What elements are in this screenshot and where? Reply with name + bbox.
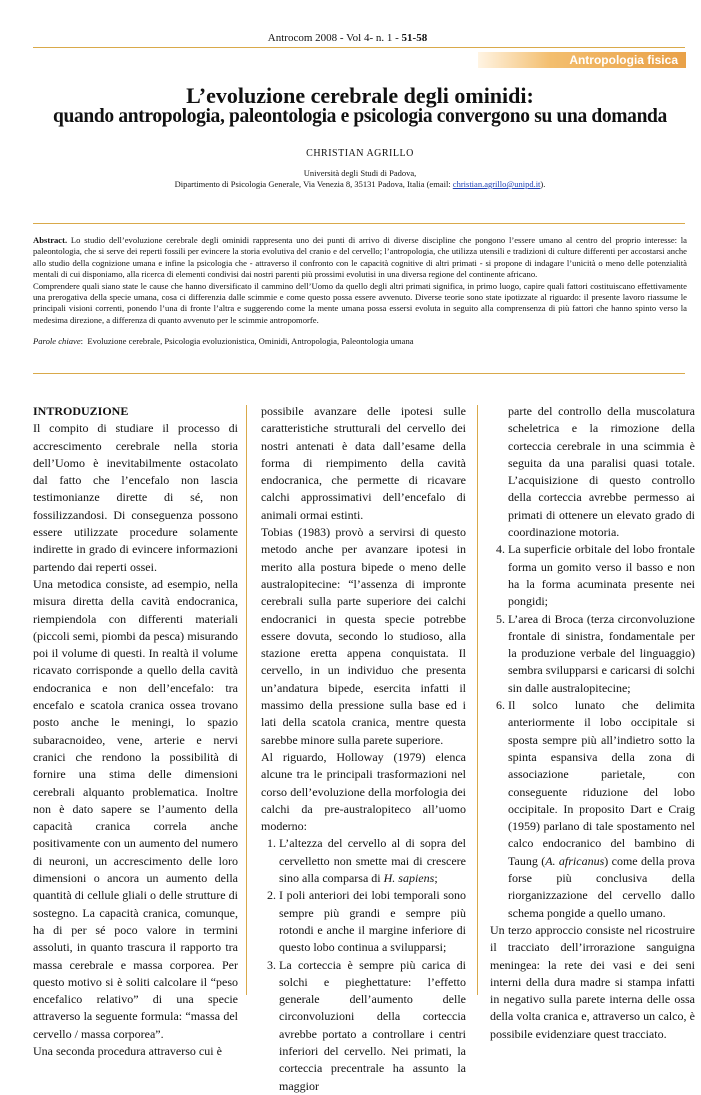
paragraph: parte del controllo della muscolatura scheletrica e la rimozione della corteccia cerebrale in una scimmia è seguita da una paralisi quasi totale. L’acquisizione di questo controllo della corteccia avrebbe permesso ai primati di ottenere un elevato grado di coordinazione motoria. [508, 404, 695, 540]
abstract-text-1: Lo studio dell’evoluzione cerebrale degli ominidi rappresenta uno dei punti di arrivo di diverse discipline che pongono l’essere umano al centro del proprio interesse: la paleontologia, che si serve dei reperti fossili per evincere la storia evolutiva del cranio e del cervello; l’antropologia, che utilizza utensili e tradizioni di culture differenti per accostarsi anche allo studio della cognizione umana e infine la psicologia che - attraverso il confronto con le capacità cognitive di altri primati - si propone di indagare l’unicità o meno delle potenzialità mentali di cui disponiamo, alla ricerca di elementi condivisi dai nostri parenti più prossimi evolutisi in una diversa regione del continente africano. [33, 235, 687, 280]
abstract-paragraph-1 [33, 235, 687, 281]
keywords: Parole chiave: Evoluzione cerebrale, Psicologia evoluzionistica, Ominidi, Antropologia, Paleontologia umana [33, 336, 414, 347]
header-rule [33, 47, 685, 48]
section-heading: INTRODUZIONE [33, 404, 129, 418]
author: CHRISTIAN AGRILLO [306, 148, 414, 159]
email-link[interactable]: christian.agrillo@unipd.it [452, 179, 541, 189]
affiliation-line-1: Università degli Studi di Padova, [303, 168, 417, 178]
paragraph: Una seconda procedura attraverso cui è [33, 1043, 222, 1058]
title-line-2: quando antropologia, paleontologia e psicologia convergono su una domanda [53, 106, 667, 127]
abstract-bottom-rule [33, 373, 685, 374]
affiliation-prefix: Dipartimento di Psicologia Generale, Via Venezia 8, 35131 Padova, Italia (email: [174, 179, 453, 189]
list-item [279, 835, 466, 887]
column-1 [33, 403, 238, 1060]
list-item: 5. L’area di Broca (terza circonvoluzione frontale di sinistra, fondamentale per la produzione verbale del linguaggio) sembra svilupparsi e caricarsi di solchi sin dalle australopitecine; [508, 611, 695, 697]
paragraph: Il compito di studiare il processo di accrescimento cerebrale nella storia dell’Uomo è inevitabilmente ostacolato dal fatto che l’encefalo non lascia testimonianze dirette di sé, non fossilizzandosi. Di conseguenza possono essere utilizzate procedure solamente indirette in grado di evincere informazioni partendo dai reperti ossei. [33, 421, 238, 574]
keywords-label: Parole chiave [33, 336, 81, 347]
title-line-1: L’evoluzione cerebrale degli ominidi: [186, 83, 534, 108]
journal-name: Antrocom 2008 - Vol 4- n. 1 - [267, 32, 402, 44]
list-item-text: L’altezza del cervello al di sopra del cervelletto non smette mai di crescere sino alla comparsa di [279, 836, 466, 886]
list-item: 2. I poli anteriori dei lobi temporali sono sempre più grandi e sempre più rotondi e anche il margine inferiore di questo lobo continua a svilupparsi; [279, 887, 466, 956]
journal-pages: 51-58 [401, 32, 428, 44]
species-name: H. sapiens [383, 871, 435, 886]
paragraph: Al riguardo, Holloway (1979) elenca alcune tra le principali trasformazioni nel corso dell’evoluzione della morfologia dei calchi da pre-australopiteco all’uomo moderno: [261, 749, 466, 834]
abstract-block [33, 235, 687, 348]
numbered-list-continued [490, 541, 695, 922]
paragraph: Tobias (1983) provò a servirsi di questo metodo anche per avanzare ipotesi in merito alla postura bipede o meno delle australopitecine: “l’assenza di impronte cerebrali sulla parte superiore dei calchi endocranici in questa specie potrebbe essere dovuta, secondo lo studioso, alla stazione eretta appena conquistata. Il cervello, in un individuo che presenta un’andatura bipede, esercita infatti il massimo della pressione sulla base ed i lati della scatola cranica, mentre questa sarebbe minore sulla parete superiore. [261, 525, 466, 747]
list-item-text: Il solco lunato che delimita anteriormente il lobo occipitale si sposta sempre più all’indietro sotto la spinta espansiva della zona di associazione parietale, con conseguente riduzione del lobo occipitale. In proposito Dart e Craig (1959) parlano di tale spostamento nel calco endocranico del bambino di Taung ( [508, 698, 695, 868]
paragraph: Un terzo approccio consiste nel ricostruire il tracciato dell’irrorazione sanguigna meningea: la rete dei vasi e dei seni interni della dura madre si stampa infatti in negativo sulla parete interna delle ossa della volta cranica e, attraverso un calco, è possibile evidenziare quest tracciato. [490, 922, 695, 1041]
column-3 [490, 403, 695, 1043]
affiliation-suffix: ). [540, 179, 546, 189]
column-2 [261, 403, 466, 1095]
keywords-text: Evoluzione cerebrale, Psicologia evoluzionistica, Ominidi, Antropologia, Paleontologia umana [87, 336, 414, 347]
column-divider-2 [477, 405, 478, 995]
list-item-text: ) come della prova forse più conclusiva della riorganizzazione del cervello dallo schema pongide a quello umano. [508, 853, 695, 920]
column-divider-1 [246, 405, 247, 995]
species-name: A. africanus [545, 853, 605, 868]
paragraph: Una metodica consiste, ad esempio, nella misura diretta della cavità endocranica, riempiendola con differenti materiali (piccoli semi, piombi da pesca) misurando poi il volume di questi. In realtà il volume ricavato corrisponde a quello della cavità endocranica e non dell’encefalo: tra encefalo e scatola cranica ossea trovano posto anche le meningi, lo spazio subaracnoideo, vene, arterie e nervi cranici che rendono la possibilità di fornire una stima delle dimensioni cerebrali alquanto problematica. Inoltre non è dato sapere se l’aumento della capacità cranica correla anche positivamente con un aumento del numero di neuroni, un accrescimento delle loro dimensioni o ancora un aumento della quantità di cellule gliali o delle strutture di sostegno. La capacità cranica, comunque, ha di per sé poco valore in termini assoluti, in quanto trascura il rapporto tra massa cerebrale e massa corporea. Per questo motivo si è soliti calcolare il “peso encefalico relativo” di una specie attraverso la seguente formula: “massa del cervello / massa corporea”. [33, 576, 238, 1041]
affiliation-line-2 [0, 179, 701, 189]
paragraph: possibile avanzare delle ipotesi sulle caratteristiche strutturali del cervello dei nostri antenati è data dall’esame della forma di riempimento della cavità endocranica, che permette di ricavare calchi approssimativi dell’encefalo di animali ormai estinti. [261, 404, 466, 522]
abstract-label: Abstract. [33, 235, 68, 245]
abstract-top-rule [33, 223, 685, 224]
numbered-list [261, 835, 466, 1094]
list-item-text: ; [434, 871, 438, 886]
list-item: 4. La superficie orbitale del lobo frontale forma un gomito verso il basso e non ha la forma acuminata presente nei pongidi; [508, 541, 695, 610]
journal-header [0, 32, 695, 44]
abstract-paragraph-2: Comprendere quali siano state le cause che hanno diversificato il cammino dell’Uomo da quello degli altri primati significa, in primo luogo, capire quali fattori costituiscano effettivamente una prerogativa della specie umana, cosa ci differenzia dalle scimmie e come questo possa essere avvenuto. Diverse teorie sono state ipotizzate al riguardo: il presente lavoro riassume le principali visioni correnti, ponendo l’una di fronte l’altra e suggerendo come la mente umana possa essersi evoluta in seguito alla comprensenza di più fattori che hanno spinto verso la medesima direzione, a differenza di quanto avvenuto per le scimmie antropomorfe. [33, 280, 687, 325]
list-item [508, 697, 695, 922]
list-item: 3. La corteccia è sempre più carica di solchi e pieghettature: l’effetto generale dell’aumento delle circonvoluzioni della corteccia avrebbe portato a controllare i centri inferiori del cervello. Nei primati, la corteccia precentrale ha assunto la maggior [279, 957, 466, 1095]
section-banner: Antropologia fisica [478, 52, 686, 68]
